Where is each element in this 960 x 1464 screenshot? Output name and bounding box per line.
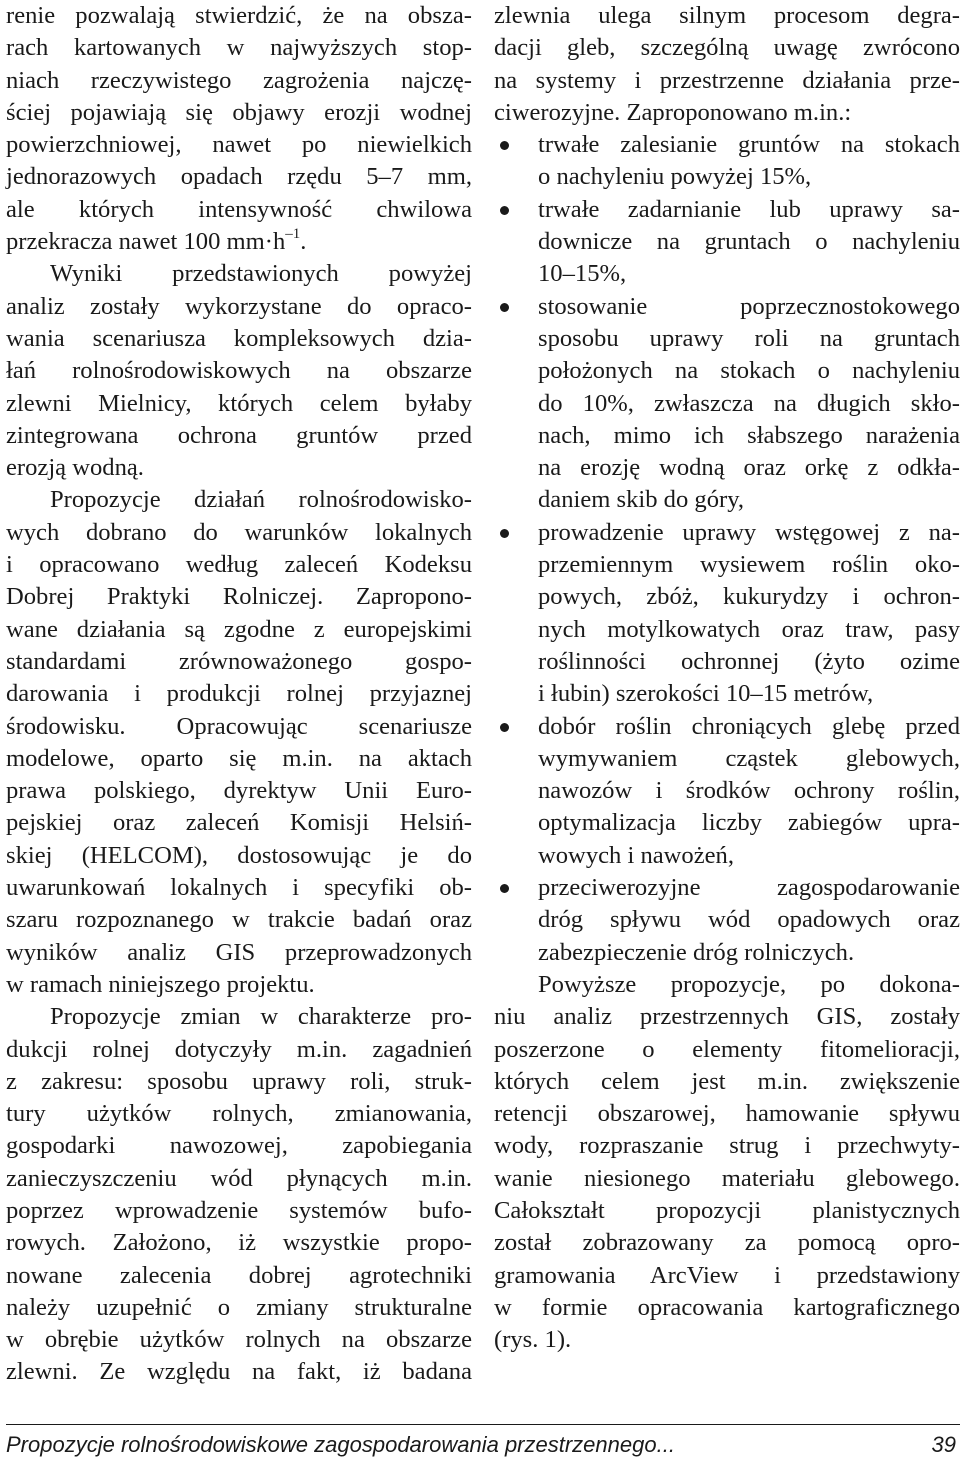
- page-footer: [6, 1431, 956, 1459]
- text-line: wymywaniem cząstek glebowych,: [538, 744, 960, 772]
- text-line: gramowania ArcView i przedstawiony: [494, 1261, 960, 1289]
- text-line: został zobrazowany za pomocą opro-: [494, 1229, 960, 1257]
- text-line: roślinności ochronnej (żyto ozime: [538, 647, 960, 675]
- text-line: downicze na gruntach o nachyleniu: [538, 228, 960, 256]
- text-line: prawa polskiego, dyrektyw Unii Euro-: [6, 777, 472, 805]
- text-line: niu analiz przestrzennych GIS, zostały: [494, 1003, 960, 1031]
- text-line: w obrębie użytków rolnych na obszarze: [6, 1326, 472, 1354]
- text-line: pejskiej oraz zaleceń Komisji Helsiń-: [6, 809, 472, 837]
- text-line: na erozję wodną oraz orkę z odkła-: [538, 454, 960, 482]
- text-line: Dobrej Praktyki Rolniczej. Zapropono-: [6, 583, 472, 611]
- text-line: dróg spływu wód opadowych oraz: [538, 906, 960, 934]
- text-line: modelowe, oparto się m.in. na aktach: [6, 744, 472, 772]
- text-line: Propozycje działań rolnośrodowisko-: [50, 486, 472, 514]
- text-line: tury użytków rolnych, zmianowania,: [6, 1100, 472, 1128]
- text-line: położonych na stokach o nachyleniu: [538, 357, 960, 385]
- text-line: stosowanie poprzecznostokowego: [538, 292, 960, 320]
- text-line: i opracowano według zaleceń Kodeksu: [6, 551, 472, 579]
- text-line: zlewni Mielnicy, których celem byłaby: [6, 389, 472, 417]
- text-line: i łubin) szerokości 10–15 metrów,: [538, 680, 874, 708]
- text-line: przeciwerozyjne zagospodarowanie: [538, 874, 960, 902]
- text-line: wych dobrano do warunków lokalnych: [6, 518, 472, 546]
- text-line: poszerzone o elementy fitomelioracji,: [494, 1035, 960, 1063]
- list-item: [494, 194, 960, 291]
- text-line: przemiennym wysiewem roślin oko-: [538, 551, 960, 579]
- bullet-icon: [500, 529, 509, 538]
- bullet-list: [494, 129, 960, 969]
- paragraph-continuation: [494, 0, 960, 129]
- paragraph-continuation: [6, 0, 472, 258]
- text-line: sposobu uprawy roli na gruntach: [538, 324, 960, 352]
- text-line: retencji obszarowej, hamowanie spływu: [494, 1100, 960, 1128]
- text-line: nych motylkowatych oraz traw, pasy: [538, 615, 960, 643]
- text-line: ale których intensywność chwilowa: [6, 195, 472, 223]
- text-line: Całokształt propozycji planistycznych: [494, 1196, 960, 1224]
- text-line: w formie opracowania kartograficznego: [494, 1293, 960, 1321]
- superscript: –1: [285, 225, 301, 242]
- page-number: 39: [931, 1432, 956, 1457]
- text-line: na systemy i przestrzenne działania prze-: [494, 66, 960, 94]
- paragraph-propozycje: [6, 484, 472, 1001]
- text-line: nach, mimo ich słabszego narażenia: [538, 421, 960, 449]
- text-line: renie pozwalają stwierdzić, że na obsza-: [6, 2, 472, 29]
- text-line: w ramach niniejszego projektu.: [6, 970, 315, 998]
- text-line: optymalizacja liczby zabiegów upra-: [538, 809, 960, 837]
- paragraph-zmiany: [6, 1001, 472, 1389]
- text-line: powych, zbóż, kukurydzy i ochron-: [538, 583, 960, 611]
- text-line: poprzez wprowadzenie systemów bufo-: [6, 1196, 472, 1224]
- text-line: Wyniki przedstawionych powyżej: [50, 260, 472, 288]
- text-line: darowania i produkcji rolnej przyjaznej: [6, 680, 472, 708]
- text-line: prowadzenie uprawy wstęgowej z na-: [538, 518, 960, 546]
- text-line: daniem skib do góry,: [538, 486, 745, 514]
- text-line: których celem jest m.in. zwiększenie: [494, 1067, 960, 1095]
- paragraph-powyzsze: [494, 969, 960, 1357]
- text-line: trwałe zalesianie gruntów na stokach: [538, 131, 960, 159]
- text-line: [6, 226, 472, 258]
- text-line: zintegrowana ochrona gruntów przed: [6, 421, 472, 449]
- text-line: erozją wodną.: [6, 454, 144, 482]
- text-line: wyników analiz GIS przeprowadzonych: [6, 938, 472, 966]
- text-line: należy uzupełnić o zmiany strukturalne: [6, 1293, 472, 1321]
- text-line: skiej (HELCOM), dostosowując je do: [6, 841, 472, 869]
- text-line: zlewni. Ze względu na fakt, iż badana: [6, 1358, 472, 1386]
- text-line: wanie niesionego materiału glebowego.: [494, 1164, 960, 1192]
- text-line: wane działania są zgodne z europejskimi: [6, 615, 472, 643]
- text-line: 10–15%,: [538, 260, 627, 288]
- bullet-icon: [500, 884, 509, 893]
- text-line: do 10%, zwłaszcza na długich skło-: [538, 389, 960, 417]
- text-line: standardami zrównoważonego gospo-: [6, 647, 472, 675]
- text-line: zlewnia ulega silnym procesom degra-: [494, 2, 960, 29]
- text-line: rach kartowanych w najwyższych stop-: [6, 34, 472, 62]
- text-line: wania scenariusza kompleksowych dzia-: [6, 324, 472, 352]
- list-item: [494, 711, 960, 872]
- text-line: trwałe zadarnianie lub uprawy sa-: [538, 195, 960, 223]
- running-title: Propozycje rolnośrodowiskowe zagospodarowania przestrzennego...: [6, 1432, 675, 1457]
- text-line: wowych i nawożeń,: [538, 841, 735, 869]
- text-line: środowisku. Opracowując scenariusze: [6, 712, 472, 740]
- left-column: [6, 0, 472, 1389]
- text-line: szaru rozpoznanego w trakcie badań oraz: [6, 906, 472, 934]
- text-run: .: [300, 228, 307, 256]
- text-run: przekracza nawet 100 mm·h: [6, 228, 286, 256]
- list-item: [494, 129, 960, 194]
- text-line: jednorazowych opadach rzędu 5–7 mm,: [6, 163, 472, 191]
- text-line: o nachyleniu powyżej 15%,: [538, 163, 812, 191]
- text-line: ciwerozyjne. Zaproponowano m.in.:: [494, 98, 852, 126]
- text-line: Powyższe propozycje, po dokona-: [538, 970, 960, 998]
- text-line: analiz zostały wykorzystane do opraco-: [6, 292, 472, 320]
- text-line: zanieczyszczeniu wód płynących m.in.: [6, 1164, 472, 1192]
- text-line: dukcji rolnej dotyczyły m.in. zagadnień: [6, 1035, 472, 1063]
- text-line: zabezpieczenie dróg rolniczych.: [538, 938, 855, 966]
- list-item: [494, 291, 960, 517]
- text-line: uwarunkowań lokalnych i specyfiki ob-: [6, 874, 472, 902]
- text-line: ściej pojawiają się objawy erozji wodnej: [6, 98, 472, 126]
- text-line: dacji gleb, szczególną uwagę zwrócono: [494, 34, 960, 62]
- right-column: [494, 0, 960, 1356]
- text-line: Propozycje zmian w charakterze pro-: [50, 1003, 472, 1031]
- bullet-icon: [500, 723, 509, 732]
- paragraph-wyniki: [6, 258, 472, 484]
- list-item: [494, 872, 960, 969]
- text-line: (rys. 1).: [494, 1326, 572, 1354]
- list-item: [494, 517, 960, 711]
- text-line: dobór roślin chroniących glebę przed: [538, 712, 960, 740]
- text-line: nawozów i środków ochrony roślin,: [538, 777, 960, 805]
- bullet-icon: [500, 206, 509, 215]
- text-line: niach rzeczywistego zagrożenia najczę-: [6, 66, 472, 94]
- text-line: łań rolnośrodowiskowych na obszarze: [6, 357, 472, 385]
- bullet-icon: [500, 141, 509, 150]
- text-line: z zakresu: sposobu uprawy roli, struk-: [6, 1067, 472, 1095]
- text-line: powierzchniowej, nawet po niewielkich: [6, 131, 472, 159]
- footer-divider: [6, 1424, 960, 1425]
- text-line: wody, rozpraszanie strug i przechwyty-: [494, 1132, 960, 1160]
- text-line: rowych. Założono, iż wszystkie propo-: [6, 1229, 472, 1257]
- text-line: nowane zalecenia dobrej agrotechniki: [6, 1261, 472, 1289]
- text-line: gospodarki nawozowej, zapobiegania: [6, 1132, 472, 1160]
- bullet-icon: [500, 303, 509, 312]
